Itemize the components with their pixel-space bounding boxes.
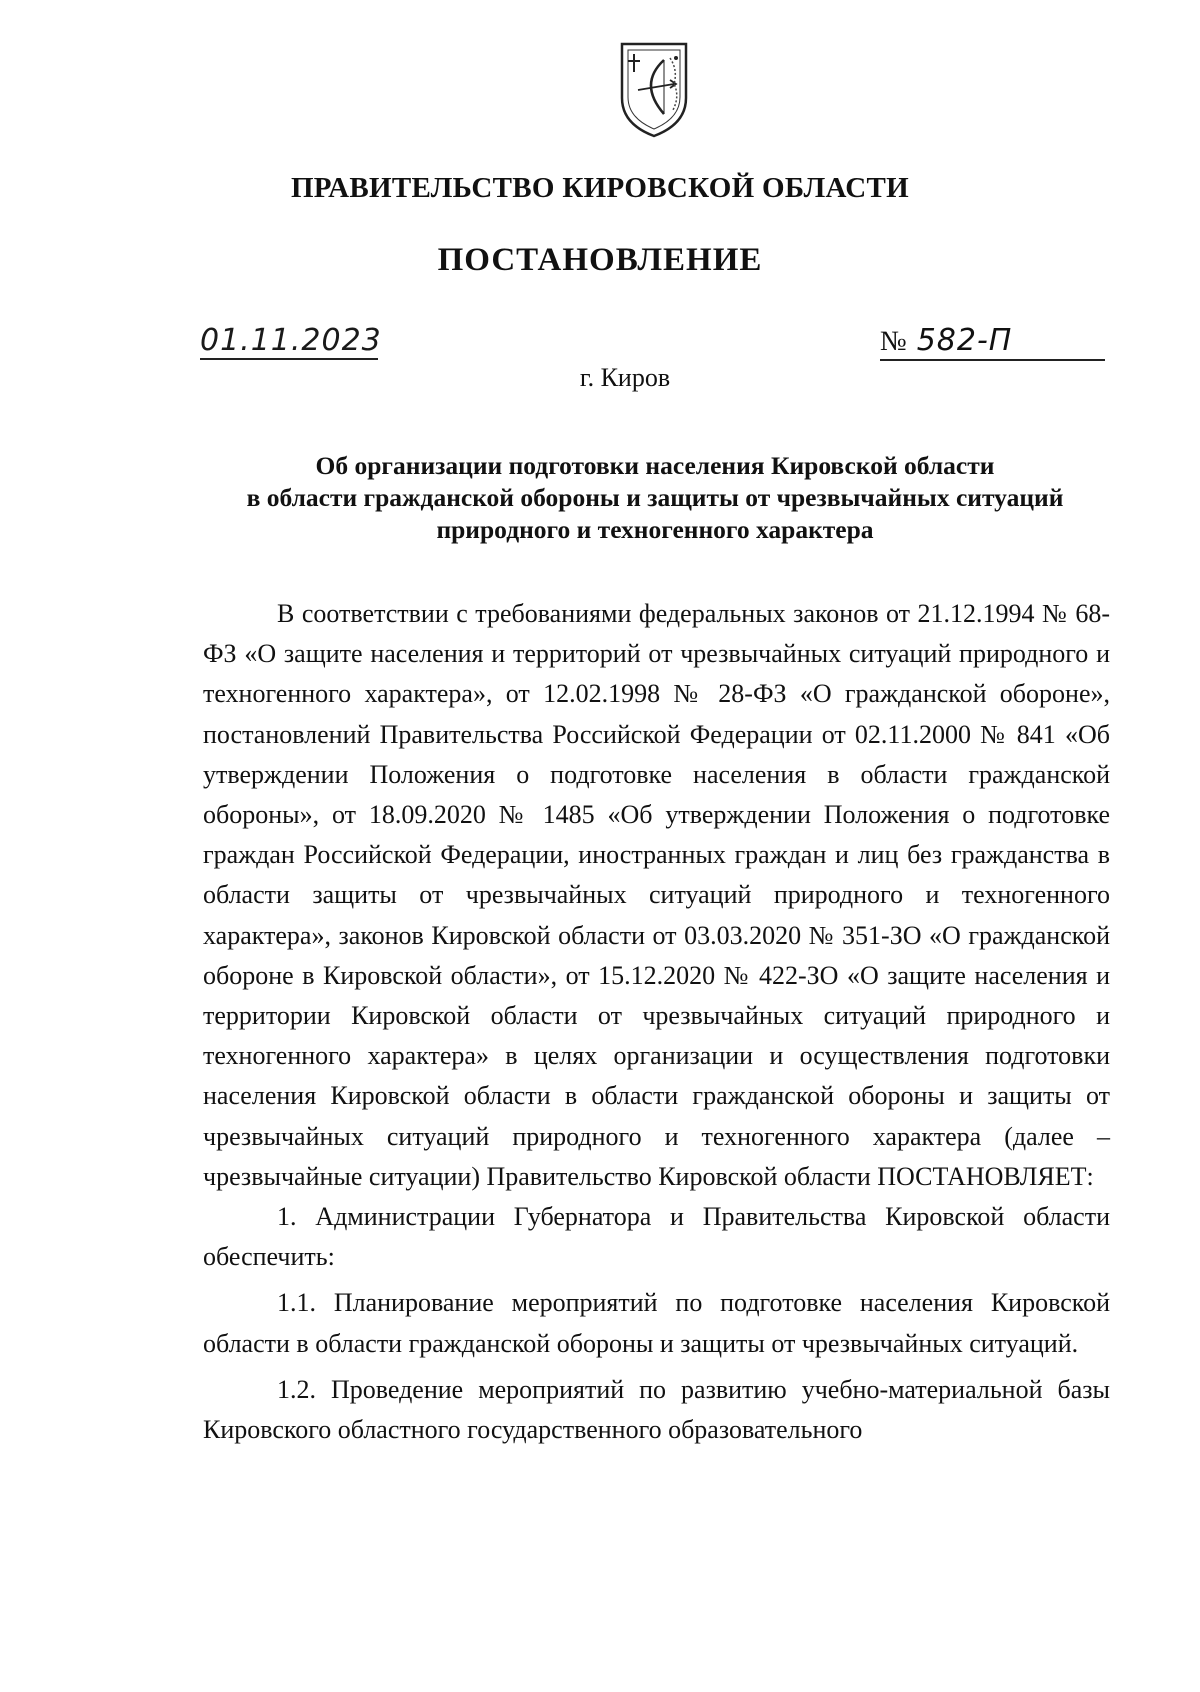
title-line-2: в области гражданской обороны и защиты от чрезвычайных ситуаций [246,483,1064,512]
document-body [203,594,1110,1450]
title-line-3: природного и техногенного характера [436,515,874,544]
paragraph-item-1: 1. Администрации Губернатора и Правительства Кировской области обеспечить: [203,1202,1110,1272]
city: г. Киров [579,363,671,392]
paragraph-item-1-2: 1.2. Проведение мероприятий по развитию учебно-материальной базы Кировского областного государственного образовательного [203,1374,1110,1445]
coat-of-arms-emblem [618,40,690,140]
title-line-1: Об организации подготовки населения Кировской области [315,451,995,480]
document-title [200,450,1110,546]
paragraph-item-1-1: 1.1. Планирование мероприятий по подготовке населения Кировской области в области гражданской обороны и защиты от чрезвычайных ситуаций. [203,1288,1110,1358]
document-type: ПОСТАНОВЛЕНИЕ [437,242,763,278]
document-date: 01.11.2023 [200,323,382,358]
paragraph-preamble: В соответствии с требованиями федеральных законов от 21.12.1994 № 68-ФЗ «О защите населения и территорий от чрезвычайных ситуаций природного и техногенного характера», от 12.02.1998 № 28-ФЗ «О гражданской обороне», постановлений Правительства Российской Федерации от 02.11.2000 № 841 «Об утверждении Положения о подготовке населения в области гражданской обороны», от 18.09.2020 № 1485 «Об утверждении Положения о подготовке граждан Российской Федерации, иностранных граждан и лиц без гражданства в области защиты от чрезвычайных ситуаций природного и техногенного характера», законов Кировской области от 03.03.2020 № 351-ЗО «О гражданской обороне в Кировской области», от 15.12.2020 № 422-ЗО «О защите населения и территории Кировской области от чрезвычайных ситуаций природного и техногенного характера» в целях организации и осуществления подготовки населения Кировской области в области гражданской обороны и защиты от чрезвычайных ситуаций природного и техногенного характера (далее – чрезвычайные ситуации) Правительство Кировской области ПОСТАНОВЛЯЕТ: [203,599,1110,1191]
organization-name: ПРАВИТЕЛЬСТВО КИРОВСКОЙ ОБЛАСТИ [290,172,910,204]
number-sign: № [880,326,907,357]
document-number-field [880,323,1105,361]
document-number: 582-П [916,323,1013,358]
